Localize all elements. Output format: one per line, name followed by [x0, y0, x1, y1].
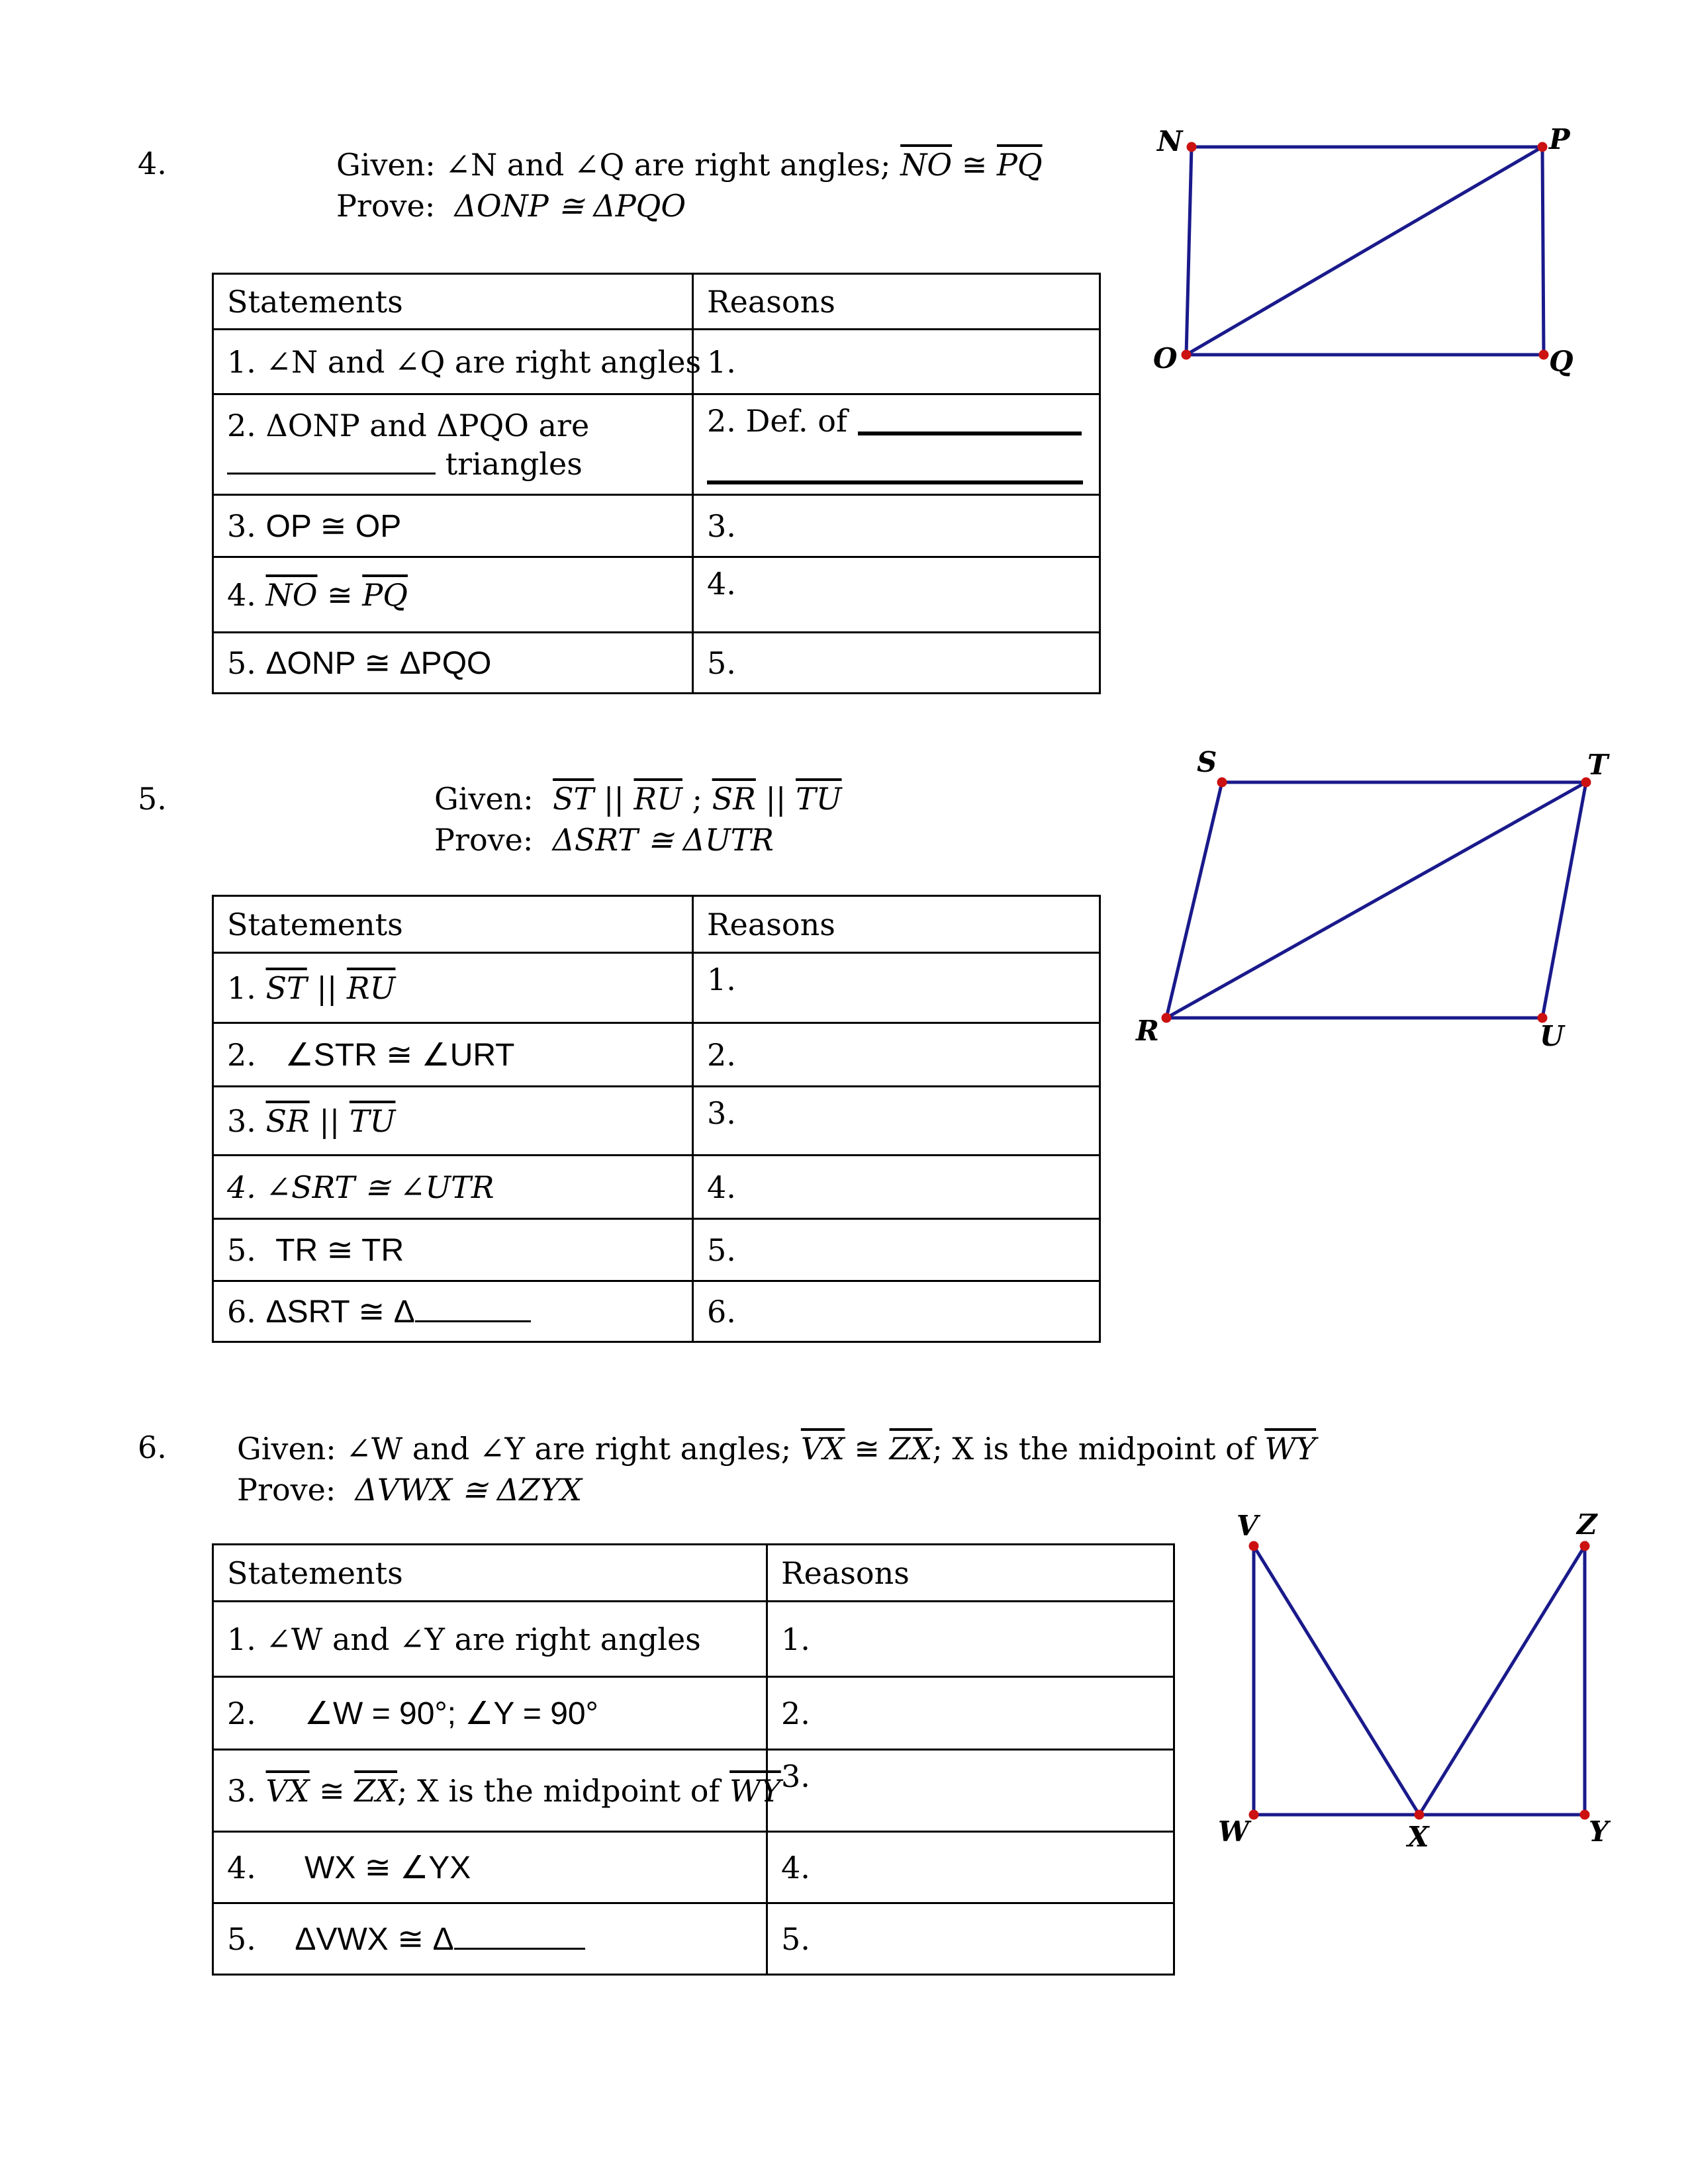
statement-5-num: 5.	[227, 645, 256, 681]
statement-5-num: 5.	[227, 1232, 256, 1268]
statement-3-num: 3.	[227, 508, 256, 544]
label-t: T	[1587, 749, 1609, 781]
segment-st: $\overline{ST}$	[553, 781, 594, 817]
segment-wy: $\overline{WY}$	[729, 1772, 781, 1809]
segment-zx: $\overline{ZX}$	[354, 1772, 397, 1809]
vertex-o	[1182, 350, 1191, 359]
statements-header: Statements	[213, 1545, 767, 1602]
statement-4-num: 4.	[227, 1849, 256, 1886]
statement-5-num: 5.	[227, 1921, 256, 1957]
segment-wy: $\overline{WY}$	[1264, 1431, 1317, 1467]
statement-1: 1. ∠N and ∠Q are right angles	[213, 330, 693, 394]
prove-prefix: Prove:	[336, 188, 436, 224]
given-text: ∠N and ∠Q are right angles;	[445, 147, 891, 183]
segment-pq: $\overline{PQ}$	[362, 576, 408, 613]
parallel-symbol: ||	[765, 781, 786, 817]
statement-3-text: OP ≅ OP	[265, 508, 402, 544]
vertex-s	[1217, 778, 1227, 787]
congruent-symbol: ≅	[319, 1772, 345, 1809]
problem-4-number: 4.	[138, 146, 167, 181]
vertex-n	[1187, 142, 1196, 152]
label-p: P	[1549, 123, 1570, 156]
congruent-symbol: ≅	[327, 576, 353, 613]
vertex-v	[1249, 1541, 1258, 1551]
vertex-w	[1249, 1810, 1258, 1819]
reason-5[interactable]: 5.	[693, 1219, 1100, 1281]
reason-4[interactable]: 4.	[693, 1156, 1100, 1219]
statement-5-text: ΔVWX ≅ Δ	[295, 1921, 454, 1957]
statement-5-text: TR ≅ TR	[275, 1232, 404, 1268]
segment-vx: $\overline{VX}$	[800, 1431, 845, 1467]
segment-tu: $\overline{TU}$	[796, 781, 842, 817]
prove-prefix: Prove:	[434, 822, 534, 858]
given-midpoint-text: ; X is the midpoint of	[932, 1431, 1255, 1467]
reason-2-text: 2. Def. of	[707, 403, 847, 439]
reason-5[interactable]: 5.	[693, 633, 1100, 694]
label-x: X	[1407, 1821, 1429, 1853]
parallel-symbol: ||	[603, 781, 624, 817]
label-n: N	[1157, 125, 1183, 158]
reason-2[interactable]: 2.	[767, 1677, 1174, 1750]
segment-no: $\overline{NO}$	[900, 147, 953, 183]
segment-ru: $\overline{RU}$	[633, 781, 682, 817]
segment-pq: $\overline{PQ}$	[996, 147, 1043, 183]
statement-2-num: 2.	[227, 1695, 256, 1731]
label-z: Z	[1577, 1508, 1597, 1541]
congruent-symbol: ≅	[961, 147, 988, 183]
segment-zx: $\overline{ZX}$	[889, 1431, 933, 1467]
label-y: Y	[1589, 1815, 1609, 1848]
parallel-symbol: ||	[319, 1103, 340, 1139]
statement-5-text: ΔONP ≅ ΔPQO	[265, 645, 492, 681]
reasons-header: Reasons	[767, 1545, 1174, 1602]
label-o: O	[1153, 342, 1178, 375]
reason-5[interactable]: 5.	[767, 1903, 1174, 1975]
segment-sr: $\overline{SR}$	[265, 1103, 310, 1139]
statement-2-line1: 2. ΔONP and ΔPQO are	[227, 407, 590, 443]
vertex-z	[1580, 1541, 1589, 1551]
reason-3[interactable]: 3.	[767, 1750, 1174, 1832]
label-w: W	[1218, 1815, 1250, 1848]
figure-5	[1162, 778, 1591, 1023]
reason-4[interactable]: 4.	[693, 557, 1100, 633]
segment-sr: $\overline{SR}$	[712, 781, 756, 817]
segment-tu: $\overline{TU}$	[349, 1103, 396, 1139]
figure-6-shape	[1254, 1546, 1585, 1815]
label-v: V	[1237, 1510, 1258, 1542]
vertex-y	[1580, 1810, 1589, 1819]
segment-st: $\overline{ST}$	[265, 970, 307, 1006]
reason-1[interactable]: 1.	[693, 330, 1100, 394]
figure-6	[1249, 1541, 1589, 1819]
separator: ;	[692, 781, 703, 817]
reason-1[interactable]: 1.	[693, 953, 1100, 1023]
given-prefix: Given:	[336, 147, 436, 183]
prove-text: ΔONP ≅ ΔPQO	[454, 188, 686, 224]
midpoint-text: ; X is the midpoint of	[397, 1772, 720, 1809]
segment-vx: $\overline{VX}$	[265, 1772, 310, 1809]
label-s: S	[1197, 746, 1217, 778]
statement-2-num: 2.	[227, 1036, 256, 1073]
vertex-p	[1538, 142, 1547, 152]
problem-5-number: 5.	[138, 781, 167, 817]
prove-text: ΔSRT ≅ ΔUTR	[552, 822, 774, 858]
figure-4-diagonal-op	[1186, 147, 1542, 355]
statement-2-text: ∠STR ≅ ∠URT	[285, 1037, 515, 1073]
figure-5-diagonal-rt	[1166, 782, 1586, 1018]
statement-2-line2: triangles	[445, 445, 583, 482]
statement-6-text: ΔSRT ≅ Δ	[265, 1294, 415, 1330]
reason-2[interactable]: 2.	[693, 1023, 1100, 1087]
statements-header: Statements	[213, 274, 693, 330]
statement-1: 1. ∠W and ∠Y are right angles	[213, 1602, 767, 1677]
vertex-q	[1539, 350, 1548, 359]
statements-header: Statements	[213, 896, 693, 953]
given-prefix: Given:	[434, 781, 534, 817]
reasons-header: Reasons	[693, 274, 1100, 330]
statement-4-num: 4.	[227, 576, 256, 613]
given-prefix: Given:	[237, 1431, 336, 1467]
reasons-header: Reasons	[693, 896, 1100, 953]
label-r: R	[1136, 1015, 1159, 1047]
segment-ru: $\overline{RU}$	[346, 970, 396, 1006]
congruent-symbol: ≅	[854, 1431, 880, 1467]
reason-1[interactable]: 1.	[767, 1602, 1174, 1677]
segment-no: $\overline{NO}$	[265, 576, 318, 613]
statement-6-num: 6.	[227, 1293, 256, 1330]
given-text: ∠W and ∠Y are right angles;	[346, 1431, 792, 1467]
reason-6[interactable]: 6.	[693, 1281, 1100, 1342]
statement-3-num: 3.	[227, 1772, 256, 1809]
problem-6-number: 6.	[138, 1430, 167, 1465]
figure-4	[1182, 142, 1548, 359]
reason-3[interactable]: 3.	[693, 1087, 1100, 1156]
statement-3-num: 3.	[227, 1103, 256, 1139]
label-q: Q	[1549, 345, 1573, 377]
reason-3[interactable]: 3.	[693, 495, 1100, 557]
prove-text: ΔVWX ≅ ΔZYX	[355, 1472, 583, 1508]
parallel-symbol: ||	[316, 970, 338, 1006]
prove-prefix: Prove:	[237, 1472, 336, 1508]
statement-4-text: WX ≅ ∠YX	[305, 1850, 471, 1886]
statement-4: 4. ∠SRT ≅ ∠UTR	[213, 1156, 693, 1219]
reason-4[interactable]: 4.	[767, 1832, 1174, 1903]
statement-2-text: ∠W = 90°; ∠Y = 90°	[305, 1696, 598, 1731]
vertex-r	[1162, 1013, 1171, 1023]
vertex-x	[1415, 1810, 1424, 1819]
statement-1-num: 1.	[227, 970, 256, 1006]
label-u: U	[1540, 1020, 1564, 1052]
